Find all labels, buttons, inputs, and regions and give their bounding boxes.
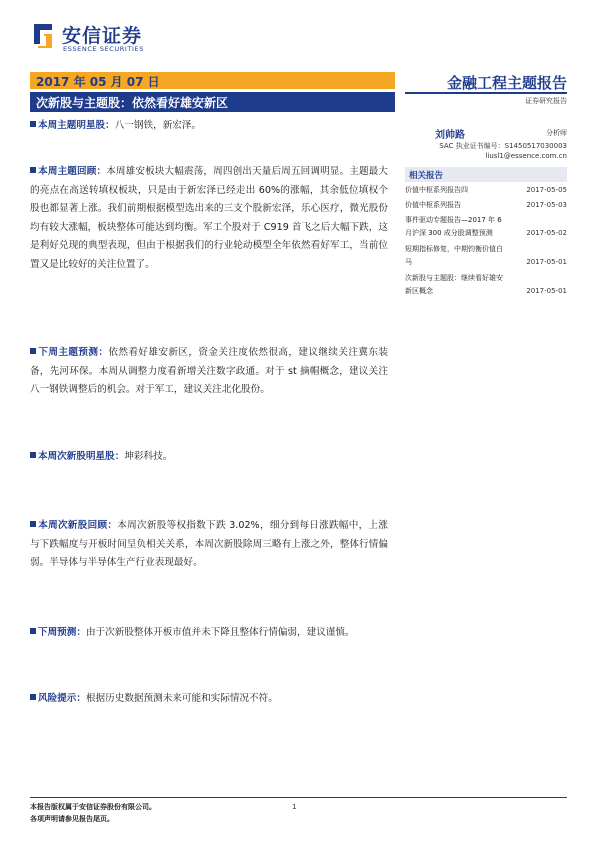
logo-mark-icon <box>30 20 56 50</box>
section-star-stocks <box>30 117 388 136</box>
logo-text-en: ESSENCE SECURITIES <box>63 45 144 53</box>
section-weekly-review <box>30 163 388 274</box>
related-report-date: 2017-05-01 <box>526 287 567 295</box>
section-lead: 本周次新股回顾： <box>38 520 118 531</box>
related-report-item[interactable] <box>405 272 567 298</box>
bullet-square-icon <box>30 167 36 173</box>
bullet-square-icon <box>30 452 36 458</box>
related-reports-list <box>405 184 567 298</box>
related-reports-title: 相关报告 <box>409 171 444 181</box>
related-report-date: 2017-05-03 <box>526 201 567 209</box>
related-report-title: 短期指标修复，中期钧衡价值白马 <box>405 245 503 266</box>
logo-text-cn: 安信证券 <box>62 25 143 47</box>
section-text: 由于次新股整体开板市值并未下降且整体行情偏弱，建议谨慎。 <box>85 627 355 638</box>
footer-divider <box>30 797 567 798</box>
report-title: 次新股与主题股：依然看好雄安新区 <box>36 96 229 110</box>
related-report-item[interactable] <box>405 243 567 269</box>
footer-disclaimer: 各项声明请参见报告尾页。 <box>30 815 114 823</box>
analyst-email[interactable]: liusl1@essence.com.cn <box>485 152 567 160</box>
section-text: 本周雄安板块大幅震荡，周四创出天量后周五回调明显。主题最大的亮点在高送转填权板块，只是由于新宏泽已经走出 60%的涨幅，其余低位填权个股也都显著上涨。我们前期根据模型选出来的三支个股新宏泽，乐心医疗，微光股份均有较大涨幅，板块整体可能达到均衡。军工个股对于 C919 首飞之后大幅下跌，这是利好兑现的典型表现，但由于根据我们的行业轮动模型全年依然看好军工，当前位置又是比较好的关注位置了。 <box>30 166 389 270</box>
analyst-role: 分析师 <box>546 129 567 137</box>
related-report-item[interactable] <box>405 184 567 197</box>
bullet-square-icon <box>30 121 36 127</box>
company-logo <box>30 18 170 58</box>
section-text: 本周次新股等权指数下跌 3.02%，细分到每日涨跌幅中，上涨与下跌幅度与开板时间呈负相关关系，本周次新股除周三略有上涨之外，整体行情偏弱。半导体与半导体生产行业表现最好。 <box>30 520 389 568</box>
section-text: 依然看好雄安新区，资金关注度依然很高，建议继续关注冀东装备，先河环保。本周从调整力度看新增关注数字政通。对于 st 摘帽概念，建议关注八一钢铁调整后的机会。对于军工，建议关注北化股份。 <box>30 347 388 395</box>
section-text: 根据历史数据预测未来可能和实际情况不符。 <box>85 693 278 704</box>
report-category: 证券研究报告 <box>525 97 567 105</box>
section-lead: 下周预测： <box>38 627 86 638</box>
section-lead: 本周主题明星股： <box>38 120 115 131</box>
analyst-sac-number: SAC 执业证书编号：S1450517030003 <box>439 142 567 150</box>
section-lead: 本周主题回顾： <box>38 166 107 177</box>
related-report-item[interactable] <box>405 214 567 240</box>
section-lead: 下周主题预测： <box>38 347 109 358</box>
related-report-date: 2017-05-05 <box>526 186 567 194</box>
section-new-stock-star <box>30 448 388 467</box>
footer-copyright: 本报告版权属于安信证券股份有限公司。 <box>30 803 156 811</box>
report-type-divider <box>405 92 567 94</box>
related-report-title: 价值中枢系列报告四 <box>405 186 468 194</box>
bullet-square-icon <box>30 521 36 527</box>
section-lead: 风险提示： <box>38 693 86 704</box>
section-new-stock-review <box>30 517 388 573</box>
related-report-date: 2017-05-01 <box>526 258 567 266</box>
report-type: 金融工程主题报告 <box>446 74 567 92</box>
section-next-week-forecast <box>30 344 388 400</box>
bullet-square-icon <box>30 348 36 354</box>
page-number: 1 <box>292 803 297 811</box>
analyst-name: 刘帅路 <box>435 130 465 141</box>
report-date: 2017 年 05 月 07 日 <box>36 75 160 89</box>
section-risk-warning <box>30 690 388 709</box>
section-lead: 本周次新股明星股： <box>38 451 125 462</box>
section-text: 八一钢铁，新宏泽。 <box>114 120 202 131</box>
related-report-title: 价值中枢系列报告 <box>405 201 461 209</box>
related-report-item[interactable] <box>405 199 567 212</box>
related-report-title: 次新股与主题股：继续看好雄安新区概念 <box>405 274 503 295</box>
related-report-title: 事件驱动专题报告—2017 年 6 月沪深 300 成分股调整预测 <box>405 216 502 237</box>
bullet-square-icon <box>30 694 36 700</box>
section-next-week-new-stock <box>30 624 388 643</box>
bullet-square-icon <box>30 628 36 634</box>
related-report-date: 2017-05-02 <box>526 229 567 237</box>
section-text: 坤彩科技。 <box>124 451 173 462</box>
